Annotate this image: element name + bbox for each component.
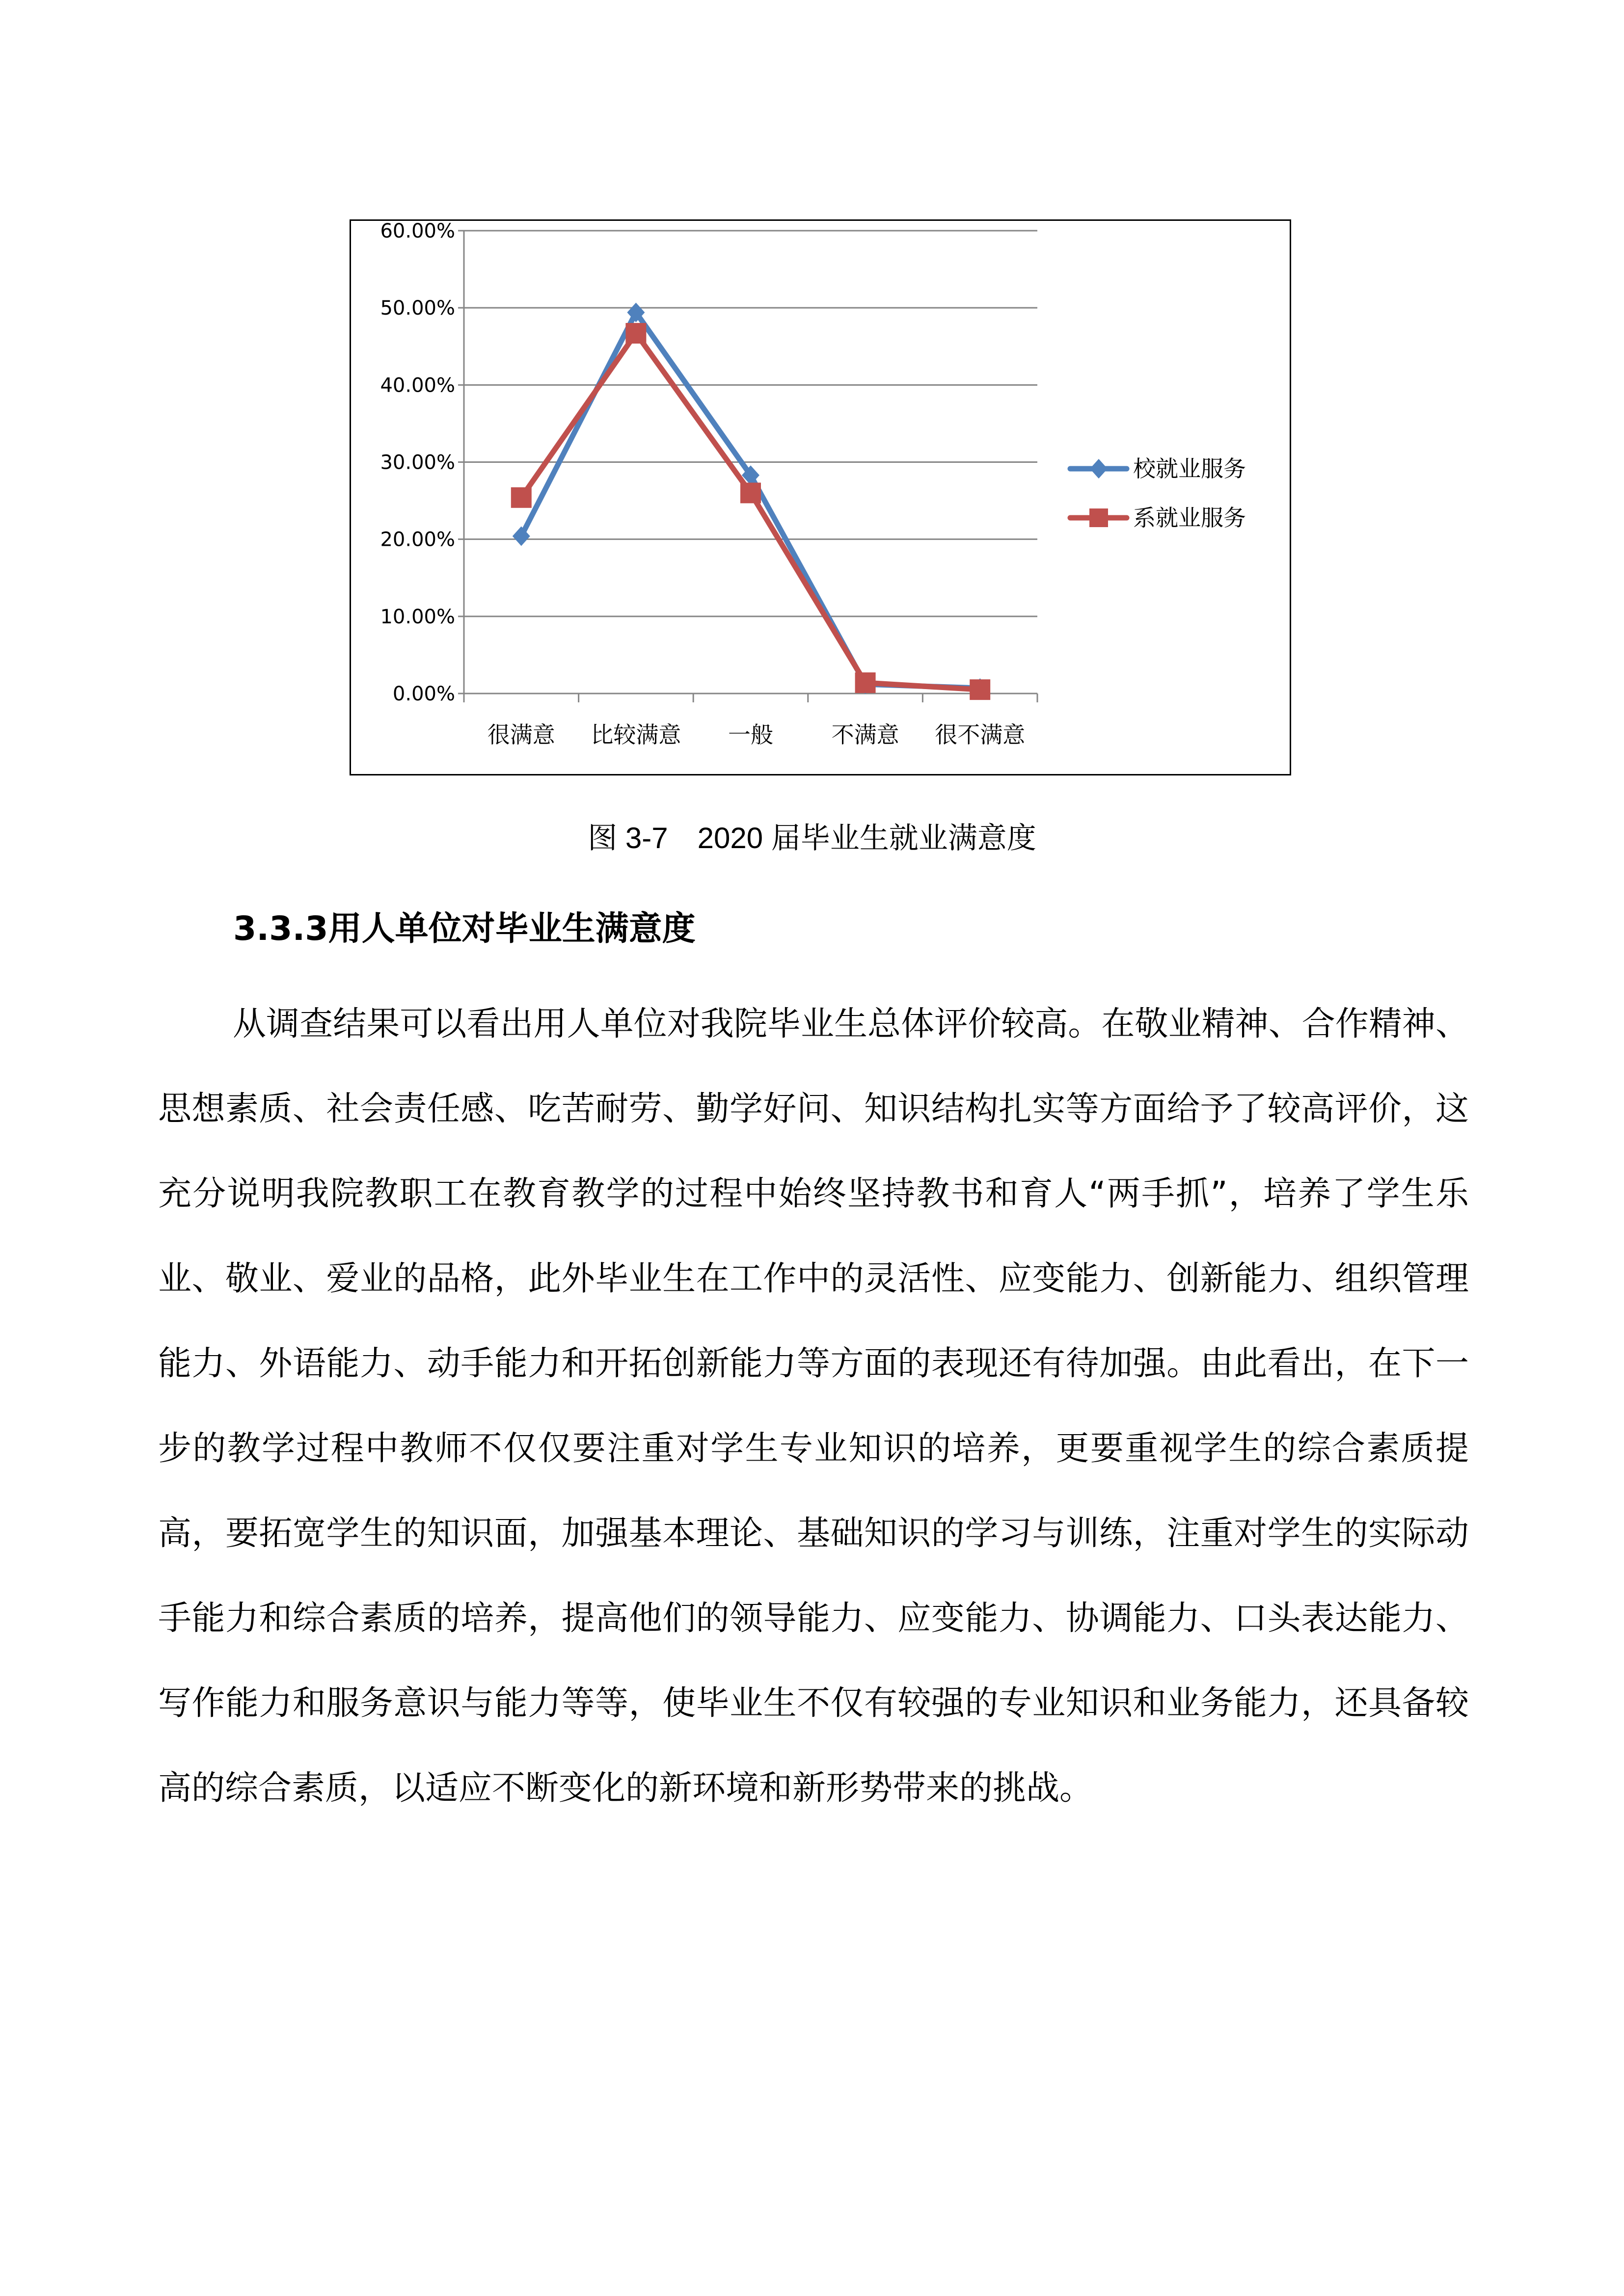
- series-line: [521, 333, 980, 690]
- data-point-square: [511, 487, 532, 508]
- y-tick-label: 10.00%: [380, 605, 455, 628]
- body-paragraph: 从调查结果可以看出用人单位对我院毕业生总体评价较高。在敬业精神、合作精神、思想素质、社会责任感、吃苦耐劳、勤学好问、知识结构扎实等方面给予了较高评价，这充分说明我院教职工在教育教学的过程中始终坚持教书和育人“两手抓”，培养了学生乐业、敬业、爱业的品格，此外毕业生在工作中的灵活性、应变能力、创新能力、组织管理能力、外语能力、动手能力和开拓创新能力等方面的表现还有待加强。由此看出，在下一步的教学过程中教师不仅仅要注重对学生专业知识的培养，更要重视学生的综合素质提高，要拓宽学生的知识面，加强基本理论、基础知识的学习与训练，注重对学生的实际动手能力和综合素质的培养，提高他们的领导能力、应变能力、协调能力、口头表达能力、写作能力和服务意识与能力等等，使毕业生不仅有较强的专业知识和业务能力，还具备较高的综合素质，以适应不断变化的新环境和新形势带来的挑战。: [158, 1005, 1469, 1808]
- data-point-square: [740, 482, 761, 503]
- legend-label: 系就业服务: [1133, 505, 1246, 531]
- legend-label: 校就业服务: [1133, 455, 1246, 482]
- line-chart: [351, 221, 1290, 774]
- section-heading: 3.3.3用人单位对毕业生满意度: [233, 909, 696, 948]
- y-tick-label: 30.00%: [380, 451, 455, 474]
- x-tick-label: 比较满意: [591, 721, 681, 748]
- x-tick-label: 很不满意: [935, 721, 1026, 748]
- y-tick-label: 50.00%: [380, 297, 455, 320]
- legend-diamond-icon: [1090, 459, 1108, 479]
- y-tick-label: 20.00%: [380, 528, 455, 551]
- y-tick-label: 0.00%: [392, 683, 455, 705]
- x-tick-label: 很满意: [487, 721, 555, 748]
- figure-caption: 图 3-7 2020 届毕业生就业满意度: [588, 822, 1036, 854]
- x-tick-label: 一般: [728, 721, 773, 748]
- x-tick-label: 不满意: [831, 721, 899, 748]
- chart-frame: [350, 219, 1291, 775]
- data-point-square: [970, 679, 990, 700]
- y-tick-label: 40.00%: [380, 374, 455, 397]
- legend-square-icon: [1089, 508, 1108, 527]
- data-point-square: [625, 323, 646, 344]
- data-point-square: [855, 672, 876, 693]
- y-tick-label: 60.00%: [380, 221, 455, 242]
